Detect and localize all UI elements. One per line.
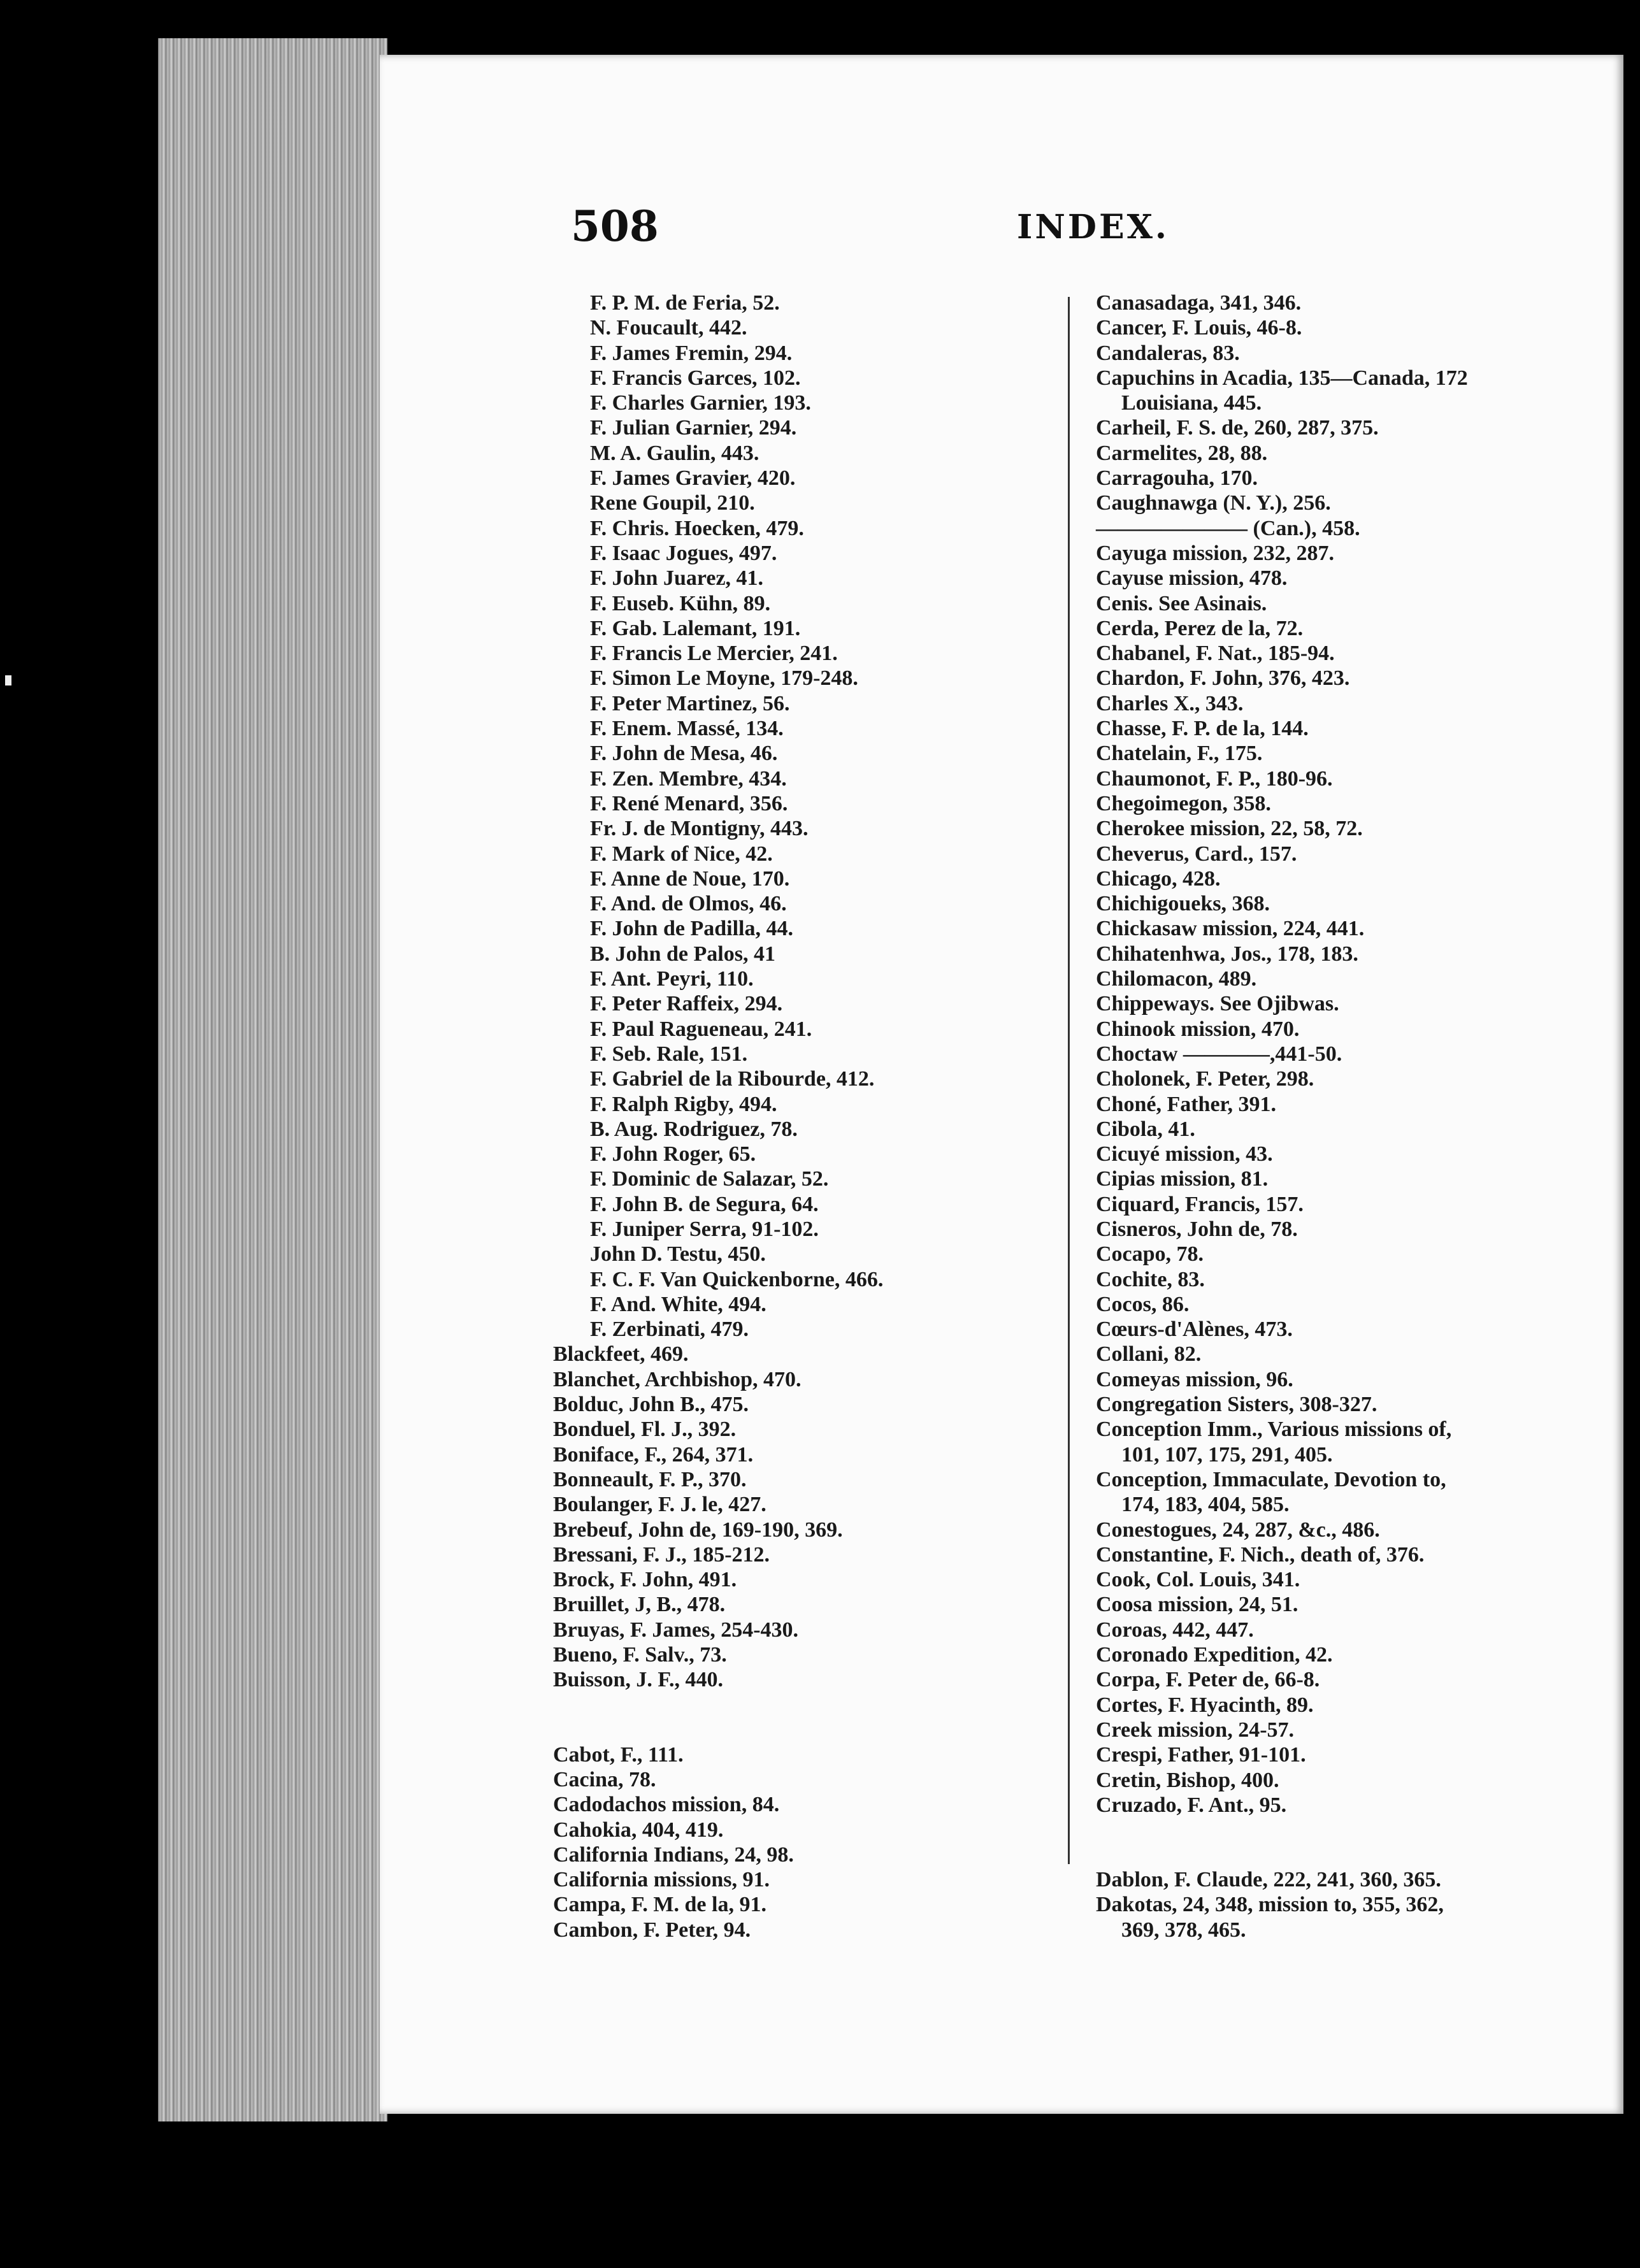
index-entry: Louisiana, 445. <box>1121 391 1262 415</box>
index-entry: Comeyas mission, 96. <box>1096 1367 1293 1391</box>
index-entry: Corpa, F. Peter de, 66-8. <box>1096 1668 1320 1692</box>
index-entry: Bonneault, F. P., 370. <box>553 1467 747 1491</box>
index-entry: Chaumonot, F. P., 180-96. <box>1096 766 1333 791</box>
index-entry: F. John Juarez, 41. <box>590 566 764 591</box>
index-entry: Cortes, F. Hyacinth, 89. <box>1096 1693 1314 1717</box>
index-entry: Bueno, F. Salv., 73. <box>553 1643 727 1667</box>
index-entry: F. John B. de Segura, 64. <box>590 1192 819 1216</box>
index-entry: Cocos, 86. <box>1096 1292 1190 1316</box>
index-entry: Cahokia, 404, 419. <box>553 1818 724 1842</box>
index-entry: Cipias mission, 81. <box>1096 1167 1269 1191</box>
page-number: 508 <box>571 201 659 251</box>
index-entry: Chihatenhwa, Jos., 178, 183. <box>1096 942 1358 966</box>
index-entry: Chickasaw mission, 224, 441. <box>1096 917 1365 941</box>
index-entry: California missions, 91. <box>553 1868 770 1892</box>
index-entry: John D. Testu, 450. <box>590 1242 766 1267</box>
index-entry: Choctaw ————,441-50. <box>1096 1042 1342 1066</box>
index-entry: Brock, F. John, 491. <box>553 1568 737 1592</box>
index-entry: Collani, 82. <box>1096 1342 1202 1367</box>
index-entry: F. John Roger, 65. <box>590 1142 756 1166</box>
index-entry: Cenis. See Asinais. <box>1096 591 1267 615</box>
index-entry: Cœurs-d'Alènes, 473. <box>1096 1317 1293 1342</box>
index-entry: F. Peter Raffeix, 294. <box>590 992 783 1016</box>
index-entry: 101, 107, 175, 291, 405. <box>1121 1442 1333 1467</box>
index-entry: Carheil, F. S. de, 260, 287, 375. <box>1096 416 1379 440</box>
index-entry: 174, 183, 404, 585. <box>1121 1493 1290 1517</box>
index-entry: Boulanger, F. J. le, 427. <box>553 1493 766 1517</box>
index-entry: Charles X., 343. <box>1096 691 1244 715</box>
index-entry: Chinook mission, 470. <box>1096 1017 1300 1041</box>
index-entry: California Indians, 24, 98. <box>553 1842 794 1867</box>
index-entry: Cayuga mission, 232, 287. <box>1096 541 1335 565</box>
index-entry: F. And. White, 494. <box>590 1292 766 1316</box>
index-entry: F. Francis Le Mercier, 241. <box>590 642 838 666</box>
index-entry: Chilomacon, 489. <box>1096 967 1257 991</box>
index-entry: Cancer, F. Louis, 46-8. <box>1096 316 1302 340</box>
column-divider <box>1068 297 1070 1864</box>
index-entry: Cabot, F., 111. <box>553 1742 684 1767</box>
index-entry: Cayuse mission, 478. <box>1096 566 1288 591</box>
index-entry: F. René Menard, 356. <box>590 791 788 815</box>
index-entry: F. Paul Ragueneau, 241. <box>590 1017 812 1041</box>
index-entry: F. Charles Garnier, 193. <box>590 391 811 415</box>
index-entry: Constantine, F. Nich., death of, 376. <box>1096 1542 1425 1567</box>
index-entry: Bonduel, Fl. J., 392. <box>553 1418 737 1442</box>
book-page <box>380 55 1623 2114</box>
index-entry: Brebeuf, John de, 169-190, 369. <box>553 1518 843 1542</box>
index-entry: Cook, Col. Louis, 341. <box>1096 1568 1300 1592</box>
index-entry: Carmelites, 28, 88. <box>1096 441 1268 465</box>
index-entry: Bruillet, J, B., 478. <box>553 1593 726 1617</box>
index-entry: Chatelain, F., 175. <box>1096 742 1263 766</box>
index-entry: Bolduc, John B., 475. <box>553 1393 749 1417</box>
index-entry: Coronado Expedition, 42. <box>1096 1643 1333 1667</box>
index-entry: Cretin, Bishop, 400. <box>1096 1768 1279 1792</box>
index-entry: Crespi, Father, 91-101. <box>1096 1743 1306 1767</box>
index-entry: F. John de Mesa, 46. <box>590 742 778 766</box>
index-entry: Chegoimegon, 358. <box>1096 791 1271 815</box>
index-entry: Cibola, 41. <box>1096 1117 1195 1141</box>
index-entry: F. John de Padilla, 44. <box>590 917 793 941</box>
index-entry: Rene Goupil, 210. <box>590 491 755 515</box>
index-entry: N. Foucault, 442. <box>590 316 747 340</box>
index-entry: Chicago, 428. <box>1096 866 1221 891</box>
index-entry: Cocapo, 78. <box>1096 1242 1204 1267</box>
index-entry: Blackfeet, 469. <box>553 1342 689 1367</box>
index-entry: F. Gab. Lalemant, 191. <box>590 616 801 640</box>
index-entry: Cheverus, Card., 157. <box>1096 842 1297 866</box>
index-entry: Congregation Sisters, 308-327. <box>1096 1393 1377 1417</box>
index-entry: Candaleras, 83. <box>1096 341 1240 365</box>
index-entry: F. C. F. Van Quickenborne, 466. <box>590 1267 884 1291</box>
index-entry: F. Simon Le Moyne, 179-248. <box>590 666 858 691</box>
index-entry: F. Mark of Nice, 42. <box>590 842 773 866</box>
index-entry: Cherokee mission, 22, 58, 72. <box>1096 817 1363 841</box>
index-entry: F. Gabriel de la Ribourde, 412. <box>590 1067 875 1091</box>
index-entry: F. Juniper Serra, 91-102. <box>590 1217 819 1241</box>
index-entry: Blanchet, Archbishop, 470. <box>553 1367 802 1391</box>
book-page-edges <box>158 38 387 2121</box>
index-entry: Caughnawga (N. Y.), 256. <box>1096 491 1331 515</box>
index-entry: Choné, Father, 391. <box>1096 1092 1277 1116</box>
index-entry: Chabanel, F. Nat., 185-94. <box>1096 642 1335 666</box>
index-entry: Coosa mission, 24, 51. <box>1096 1593 1298 1617</box>
index-entry: Bruyas, F. James, 254-430. <box>553 1618 799 1642</box>
index-entry: Chichigoueks, 368. <box>1096 892 1270 916</box>
index-entry: F. Zerbinati, 479. <box>590 1317 749 1342</box>
index-entry: Buisson, J. F., 440. <box>553 1668 724 1692</box>
index-entry: F. Francis Garces, 102. <box>590 366 801 390</box>
index-entry: F. Enem. Massé, 134. <box>590 717 784 741</box>
index-entry: 369, 378, 465. <box>1121 1918 1246 1942</box>
index-entry: F. P. M. de Feria, 52. <box>590 291 780 315</box>
index-entry: F. Julian Garnier, 294. <box>590 416 797 440</box>
index-entry: Cochite, 83. <box>1096 1267 1205 1291</box>
index-entry: Cicuyé mission, 43. <box>1096 1142 1273 1166</box>
index-entry: Dablon, F. Claude, 222, 241, 360, 365. <box>1096 1868 1441 1892</box>
index-entry: Conception Imm., Various missions of, <box>1096 1418 1452 1442</box>
index-entry: Campa, F. M. de la, 91. <box>553 1893 766 1917</box>
index-entry: F. Ralph Rigby, 494. <box>590 1092 777 1116</box>
index-entry: F. Zen. Membre, 434. <box>590 766 787 791</box>
index-entry: Cisneros, John de, 78. <box>1096 1217 1298 1241</box>
index-entry: F. And. de Olmos, 46. <box>590 892 787 916</box>
index-entry: Cerda, Perez de la, 72. <box>1096 616 1304 640</box>
index-entry: M. A. Gaulin, 443. <box>590 441 759 465</box>
index-entry: Conestogues, 24, 287, &c., 486. <box>1096 1518 1380 1542</box>
index-entry: F. Euseb. Kühn, 89. <box>590 591 771 615</box>
index-entry: Boniface, F., 264, 371. <box>553 1442 754 1467</box>
index-column-right <box>1096 291 1468 1942</box>
index-entry: F. James Fremin, 294. <box>590 341 793 365</box>
index-entry: Conception, Immaculate, Devotion to, <box>1096 1467 1446 1491</box>
index-entry: Cacina, 78. <box>553 1767 656 1791</box>
index-entry: ——————— (Can.), 458. <box>1096 516 1360 540</box>
index-entry: Fr. J. de Montigny, 443. <box>590 817 809 841</box>
index-entry: Chardon, F. John, 376, 423. <box>1096 666 1350 691</box>
index-entry: Cruzado, F. Ant., 95. <box>1096 1793 1287 1817</box>
index-entry: F. Ant. Peyri, 110. <box>590 967 754 991</box>
index-column-left <box>553 291 883 1942</box>
index-entry: Coroas, 442, 447. <box>1096 1618 1254 1642</box>
index-entry: B. Aug. Rodriguez, 78. <box>590 1117 798 1141</box>
index-entry: Bressani, F. J., 185-212. <box>553 1542 770 1567</box>
index-entry: Ciquard, Francis, 157. <box>1096 1192 1304 1216</box>
index-entry: B. John de Palos, 41 <box>590 942 775 966</box>
index-entry: F. Dominic de Salazar, 52. <box>590 1167 829 1191</box>
scan-artifact <box>5 675 11 685</box>
index-entry: Cholonek, F. Peter, 298. <box>1096 1067 1314 1091</box>
index-entry: F. James Gravier, 420. <box>590 466 796 491</box>
index-entry: Cadodachos mission, 84. <box>553 1793 780 1817</box>
index-entry: Carragouha, 170. <box>1096 466 1258 491</box>
running-head: INDEX. <box>1017 208 1170 247</box>
index-entry: Dakotas, 24, 348, mission to, 355, 362, <box>1096 1893 1444 1917</box>
index-entry: Chasse, F. P. de la, 144. <box>1096 717 1309 741</box>
index-entry: F. Anne de Noue, 170. <box>590 866 790 891</box>
index-entry: F. Seb. Rale, 151. <box>590 1042 748 1066</box>
index-entry: F. Chris. Hoecken, 479. <box>590 516 804 540</box>
index-entry: Chippeways. See Ojibwas. <box>1096 992 1339 1016</box>
index-entry: F. Peter Martinez, 56. <box>590 691 790 715</box>
index-entry: Creek mission, 24-57. <box>1096 1718 1295 1742</box>
index-entry: Cambon, F. Peter, 94. <box>553 1918 751 1942</box>
index-entry: Capuchins in Acadia, 135—Canada, 172 <box>1096 366 1468 390</box>
index-entry: Canasadaga, 341, 346. <box>1096 291 1302 315</box>
index-entry: F. Isaac Jogues, 497. <box>590 541 777 565</box>
